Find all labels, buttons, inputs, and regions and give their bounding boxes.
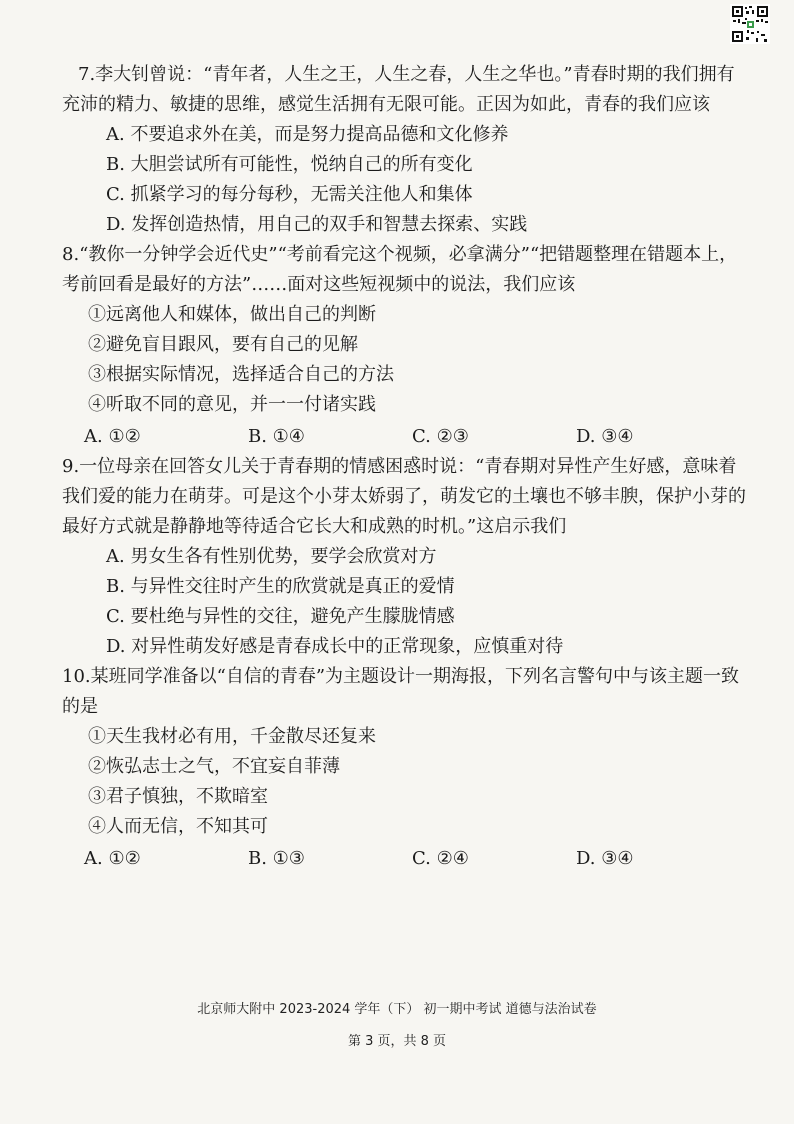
exam-content [62,60,752,874]
question-8-option-c: C. ②③ [412,426,469,447]
question-9 [62,452,752,662]
question-10-options [62,844,752,874]
question-7-options [62,120,752,240]
question-7-option-d: D. 发挥创造热情，用自己的双手和智慧去探索、实践 [106,214,528,235]
question-8-item-4: ④听取不同的意见，并一一付诸实践 [88,394,376,415]
question-10-item-3: ③君子慎独，不欺暗室 [88,786,268,807]
question-10-items [62,722,752,842]
question-9-option-b: B. 与异性交往时产生的欣赏就是真正的爱情 [106,576,455,597]
question-8 [62,240,752,452]
question-10-item-1: ①天生我材必有用，千金散尽还复来 [88,726,376,747]
question-10-option-d: D. ③④ [576,848,634,869]
question-7-stem: 7.李大钊曾说：“青年者，人生之王，人生之春，人生之华也。”青春时期的我们拥有充沛的精力、敏捷的思维，感觉生活拥有无限可能。正因为如此，青春的我们应该 [62,64,735,115]
footer-exam-title: 北京师大附中 2023-2024 学年（下） 初一期中考试 道德与法治试卷 [197,1002,597,1017]
question-10-stem: 10.某班同学准备以“自信的青春”为主题设计一期海报，下列名言警句中与该主题一致的是 [62,666,740,717]
question-8-option-d: D. ③④ [576,426,634,447]
question-8-stem: 8.“教你一分钟学会近代史”“考前看完这个视频，必拿满分”“把错题整理在错题本上，考前回看是最好的方法”……面对这些短视频中的说法，我们应该 [62,244,738,295]
question-10-option-b: B. ①③ [248,848,305,869]
question-9-option-c: C. 要杜绝与异性的交往，避免产生朦胧情感 [106,606,455,627]
question-9-options [62,542,752,662]
question-8-item-2: ②避免盲目跟风，要有自己的见解 [88,334,358,355]
question-8-option-b: B. ①④ [248,426,305,447]
question-7 [62,60,752,240]
question-8-items [62,300,752,420]
question-8-item-3: ③根据实际情况，选择适合自己的方法 [88,364,394,385]
question-10-item-2: ②恢弘志士之气，不宜妄自菲薄 [88,756,340,777]
footer-page-number: 第 3 页，共 8 页 [347,1034,447,1049]
question-7-option-c: C. 抓紧学习的每分每秒，无需关注他人和集体 [106,184,473,205]
question-9-option-a: A. 男女生各有性别优势，要学会欣赏对方 [106,546,437,567]
question-10 [62,662,752,874]
question-8-options [62,422,752,452]
question-9-option-d: D. 对异性萌发好感是青春成长中的正常现象，应慎重对待 [106,636,564,657]
qr-code-graphic [730,4,770,44]
question-10-option-c: C. ②④ [412,848,469,869]
qr-code-icon [730,4,770,44]
question-10-option-a: A. ①② [84,848,141,869]
question-7-option-b: B. 大胆尝试所有可能性，悦纳自己的所有变化 [106,154,473,175]
question-9-stem: 9.一位母亲在回答女儿关于青春期的情感困惑时说：“青春期对异性产生好感，意味着我们爱的能力在萌芽。可是这个小芽太娇弱了，萌发它的土壤也不够丰腴，保护小芽的最好方式就是静静地等待适合它长大和成熟的时机。”这启示我们 [62,456,746,537]
question-8-item-1: ①远离他人和媒体，做出自己的判断 [88,304,376,325]
question-10-item-4: ④人而无信，不知其可 [88,816,268,837]
question-8-option-a: A. ①② [84,426,141,447]
question-7-option-a: A. 不要追求外在美，而是努力提高品德和文化修养 [106,124,509,145]
